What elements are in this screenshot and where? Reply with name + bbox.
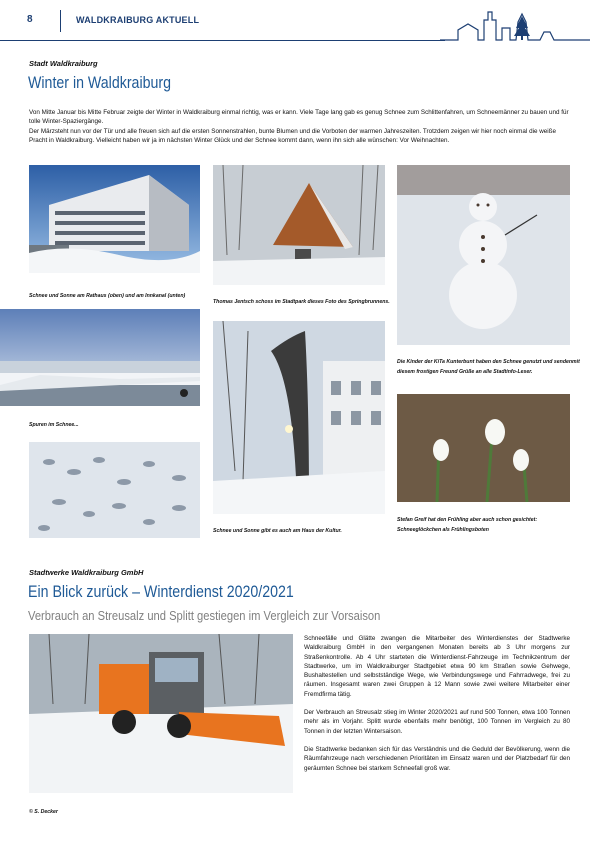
page-number: 8 <box>27 14 33 25</box>
magazine-title: WALDKRAIBURG AKTUELL <box>76 15 200 25</box>
caption-schneemann-line-2: diesem frostigen Freund Grüße an alle Stadtinfo-Leser. <box>397 369 533 375</box>
article-intro <box>29 108 574 145</box>
header-rule <box>0 40 445 41</box>
photo-springbrunnen <box>213 165 385 285</box>
article2-title: Ein Blick zurück – Winterdienst 2020/2021 <box>28 583 294 601</box>
photo-schneemann <box>397 165 570 345</box>
photo-credit: © S. Decker <box>29 809 58 815</box>
photo-innkanal <box>0 309 200 406</box>
article2-paragraph-1: Schneefälle und Glätte zwangen die Mitarbeiter des Winterdienstes der Stadtwerke Waldkraiburg GmbH in den vergangenen Monaten bereits ab 3 Uhr morgens zur Straßenkontrolle. Ab 4 Uhr starteten die Winterdienst-Fahrzeuge im Technikzentrum der Stadtwerke, um im Waldkraiburger Stadtgebiet etwa 90 km Straßen sowie Gehwege, Bushaltestellen und selbstständige Wege, wie Verbindungswege und Fahrradwege, frei zu räumen. Insgesamt waren zwei Gruppen à 12 Mann sowie zwei weitere Mitarbeiter einer Fremdfirma tätig. <box>304 635 570 698</box>
photo-haus-der-kultur <box>213 321 385 514</box>
photo-spuren <box>29 442 200 538</box>
city-skyline-logo <box>440 8 590 44</box>
article2-body <box>304 634 570 773</box>
intro-paragraph-1: Von Mitte Januar bis Mitte Februar zeigte der Winter in Waldkraiburg einmal richtig, was er kann. Viele Tage lang gab es genug Schnee zum Schlittenfahren, um Schneemänner zu bauen und für tolle Winter-Spaziergänge. <box>29 109 569 126</box>
photo-schneegloeckchen <box>397 394 570 502</box>
caption-spuren: Spuren im Schnee... <box>29 422 79 428</box>
photo-raeumfahrzeug <box>29 634 293 793</box>
caption-schneegloeckchen-line-2: Schneeglöckchen als Frühlingsboten <box>397 527 489 533</box>
caption-rathaus: Schnee und Sonne am Rathaus (oben) und am Innkanal (unten) <box>29 293 186 299</box>
caption-schneemann-line-1: Die Kinder der KiTa Kunterbunt haben den Schnee genutzt und sendenmit <box>397 359 580 365</box>
photo-rathaus <box>29 165 200 273</box>
caption-haus-der-kultur: Schnee und Sonne gibt es auch am Haus der Kultur. <box>213 528 342 534</box>
article2-paragraph-2: Der Verbrauch an Streusalz stieg im Winter 2020/2021 auf rund 500 Tonnen, etwa 100 Tonnen mehr als im Vorjahr. Splitt wurde ebenfalls mehr benötigt, 100 Tonnen im Vergleich zu 80 Tonnen in der letzten Wintersaison. <box>304 709 570 735</box>
article2-kicker: Stadtwerke Waldkraiburg GmbH <box>29 568 144 577</box>
caption-schneegloeckchen-line-1: Stefan Greif hat den Frühling aber auch schon gesichtet: <box>397 517 538 523</box>
article-kicker: Stadt Waldkraiburg <box>29 59 98 68</box>
intro-paragraph-2: Der Märzsteht nun vor der Tür und alle freuen sich auf die ersten Sonnenstrahlen, bunte Blumen und die Vorboten der warmen Jahreszeiten. Trotzdem zeigen wir hier noch einmal die weiße Pracht in Waldkraiburg. Vielleicht haben wir ja im nächsten Winter Glück und der Schnee kommt dann, wenn ihn sich alle wünschen: Vor Weihnachten. <box>29 127 557 144</box>
article2-subtitle: Verbrauch an Streusalz und Splitt gestiegen im Vergleich zur Vorsaison <box>28 608 381 623</box>
header-divider <box>60 10 61 32</box>
article-title: Winter in Waldkraiburg <box>28 74 172 92</box>
article2-paragraph-3: Die Stadtwerke bedanken sich für das Verständnis und die Geduld der Bevölkerung, wenn die Räumfahrzeuge nach verschiedenen Prioritäten im Einsatz waren und der Platzbedarf für den geräumten Schnee bei starkem Schneefall groß war. <box>304 745 570 772</box>
caption-springbrunnen: Thomas Jentsch schoss im Stadtpark dieses Foto des Springbrunnens. <box>213 299 390 305</box>
